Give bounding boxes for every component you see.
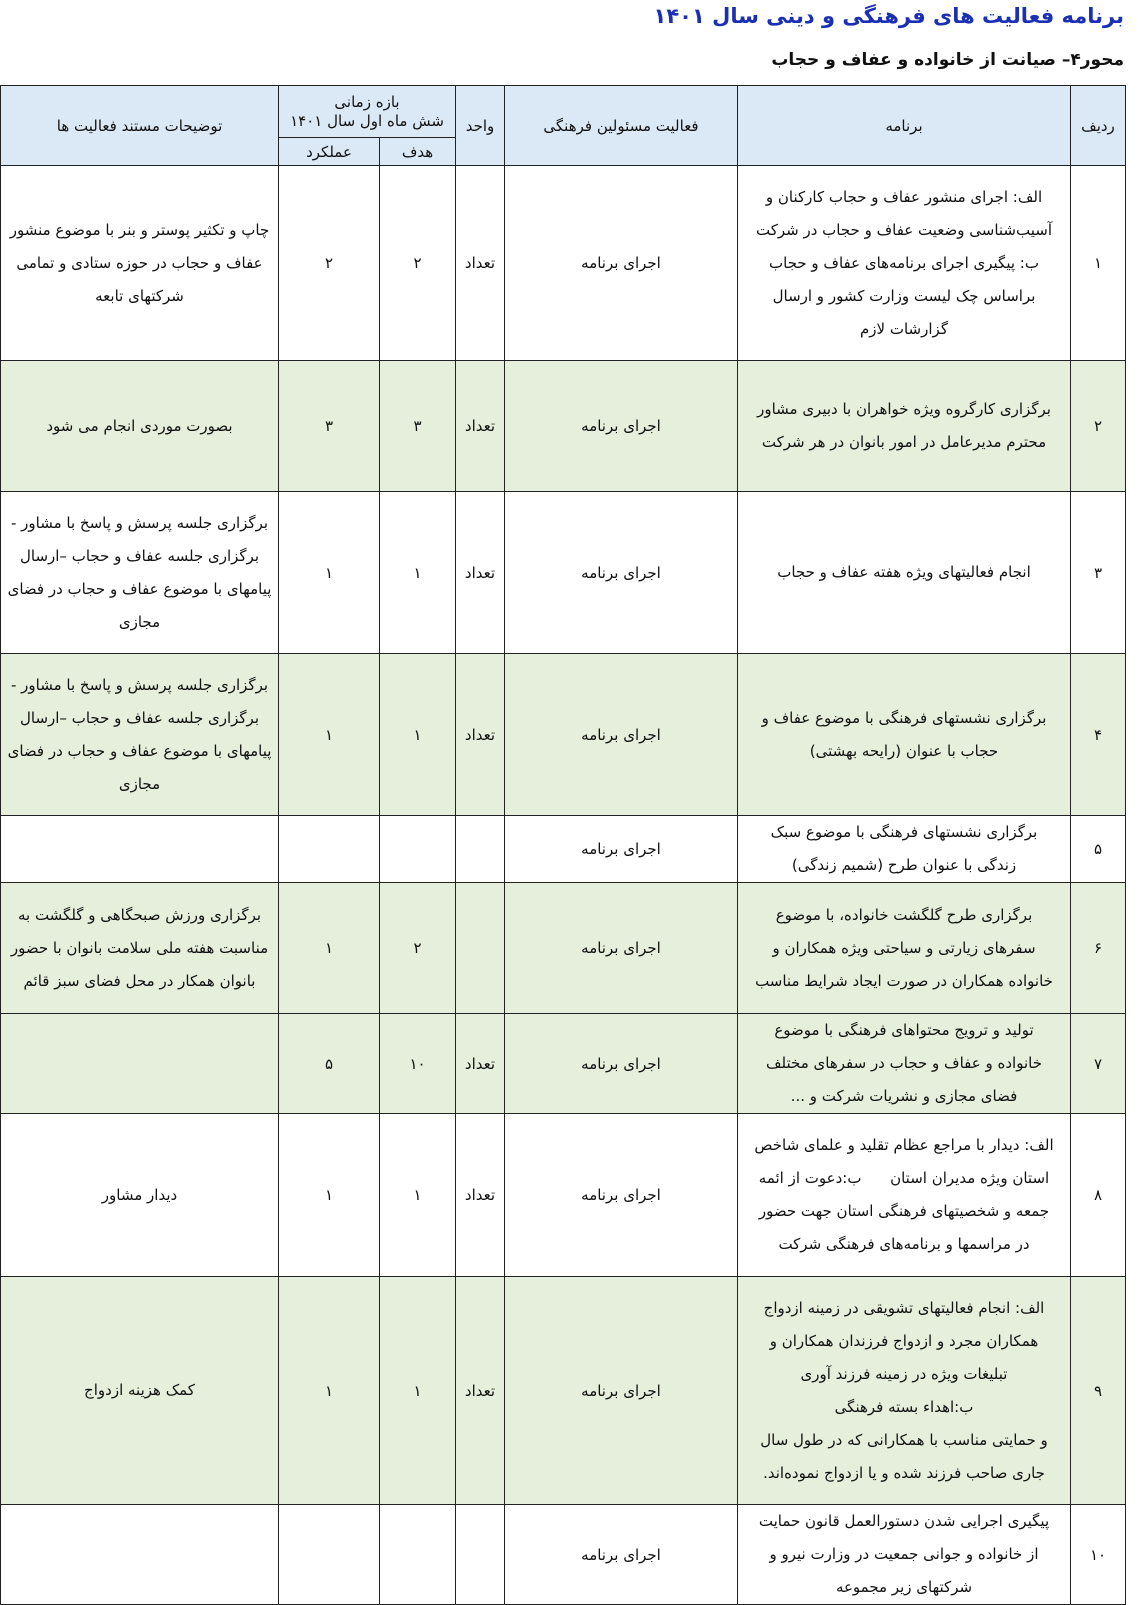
program-line: تولید و ترویج محتواهای فرهنگی با موضوع <box>774 1021 1034 1039</box>
program-line: انجام فعالیتهای ویژه هفته عفاف و حجاب <box>777 563 1031 581</box>
activity-cell: اجرای برنامه <box>505 492 738 654</box>
notes-cell: بصورت موردی انجام می شود <box>1 361 279 492</box>
program-line: پیگیری اجرایی شدن دستورالعمل قانون حمایت <box>758 1512 1050 1530</box>
program-cell <box>738 1014 1071 1114</box>
target-cell: ۲ <box>380 166 456 361</box>
program-line: ب: پیگیری اجرای برنامه‌های عفاف و حجاب <box>769 253 1039 272</box>
program-line: از خانواده و جوانی جمعیت در وزارت نیرو و <box>769 1545 1039 1563</box>
notes-cell <box>1 816 279 883</box>
performance-cell <box>279 1505 380 1605</box>
header-notes: توضیحات مستند فعالیت ها <box>1 86 279 166</box>
program-line: ب:اهداء بسته فرهنگی <box>834 1397 974 1416</box>
program-line: برگزاری کارگروه ویژه خواهران با دبیری مشاور <box>757 400 1051 418</box>
activity-cell: اجرای برنامه <box>505 361 738 492</box>
program-cell <box>738 1277 1071 1505</box>
performance-cell: ۱ <box>279 1114 380 1277</box>
unit-cell: تعداد <box>456 1114 505 1277</box>
row-number: ۱ <box>1071 166 1126 361</box>
program-cell <box>738 492 1071 654</box>
header-activity: فعالیت مسئولین فرهنگی <box>505 86 738 166</box>
target-cell: ۱ <box>380 492 456 654</box>
table-row <box>1 1505 1126 1605</box>
program-line: استان ویژه مدیران استان ب:دعوت از ائمه <box>758 1169 1050 1187</box>
program-line: سفرهای زیارتی و سیاحتی ویژه همکاران و <box>772 938 1036 957</box>
header-target: هدف <box>380 138 456 166</box>
activity-cell: اجرای برنامه <box>505 166 738 361</box>
target-cell: ۱ <box>380 1114 456 1277</box>
activities-table <box>0 85 1126 1605</box>
table-row <box>1 166 1126 361</box>
activity-cell: اجرای برنامه <box>505 654 738 816</box>
performance-cell: ۱ <box>279 883 380 1014</box>
activity-cell: اجرای برنامه <box>505 1014 738 1114</box>
header-program: برنامه <box>738 86 1071 166</box>
table-row <box>1 492 1126 654</box>
table-row <box>1 1014 1126 1114</box>
program-line: محترم مدیرعامل در امور بانوان در هر شرکت <box>761 433 1047 451</box>
target-cell: ۲ <box>380 883 456 1014</box>
program-cell <box>738 1114 1071 1277</box>
program-line: همکاران مجرد و ازدواج فرزندان همکاران و <box>769 1331 1039 1350</box>
activity-cell: اجرای برنامه <box>505 1277 738 1505</box>
program-line: برگزاری نشستهای فرهنگی با موضوع عفاف و <box>761 708 1047 727</box>
activity-cell: اجرای برنامه <box>505 816 738 883</box>
performance-cell: ۳ <box>279 361 380 492</box>
notes-cell: برگزاری جلسه پرسش و پاسخ با مشاور - برگزاری جلسه عفاف و حجاب –ارسال پیامهای با موضوع عفاف و حجاب در فضای مجازی <box>1 492 279 654</box>
unit-cell: تعداد <box>456 492 505 654</box>
program-cell <box>738 166 1071 361</box>
row-number: ۵ <box>1071 816 1126 883</box>
performance-cell: ۲ <box>279 166 380 361</box>
row-number: ۴ <box>1071 654 1126 816</box>
unit-cell: تعداد <box>456 361 505 492</box>
unit-cell <box>456 1505 505 1605</box>
target-cell: ۱ <box>380 654 456 816</box>
row-number: ۱۰ <box>1071 1505 1126 1605</box>
program-cell <box>738 654 1071 816</box>
activity-cell: اجرای برنامه <box>505 1114 738 1277</box>
program-cell <box>738 816 1071 883</box>
notes-cell: کمک هزینه ازدواج <box>1 1277 279 1505</box>
program-line: شرکتهای زیر مجموعه <box>835 1578 973 1596</box>
program-line: الف: انجام فعالیتهای تشویقی در زمینه ازدواج <box>763 1298 1045 1317</box>
table-row <box>1 361 1126 492</box>
program-line: الف: دیدار با مراجع عظام تقلید و علمای شاخص <box>754 1136 1054 1154</box>
page-title: برنامه فعالیت های فرهنگی و دینی سال ۱۴۰۱ <box>653 4 1124 28</box>
program-line: گزارشات لازم <box>860 319 948 338</box>
unit-cell: تعداد <box>456 166 505 361</box>
program-line: خانواده همکاران در صورت ایجاد شرایط مناسب <box>755 971 1053 990</box>
performance-cell: ۱ <box>279 1277 380 1505</box>
program-line: برگزاری طرح گلگشت خانواده، با موضوع <box>775 905 1033 924</box>
unit-cell: تعداد <box>456 654 505 816</box>
table-body <box>1 166 1126 1605</box>
program-line: خانواده و عفاف و حجاب در سفرهای مختلف <box>766 1054 1042 1072</box>
program-cell <box>738 883 1071 1014</box>
row-number: ۲ <box>1071 361 1126 492</box>
program-line: براساس چک لیست وزارت کشور و ارسال <box>772 286 1036 305</box>
unit-cell <box>456 883 505 1014</box>
notes-cell <box>1 1505 279 1605</box>
notes-cell: دیدار مشاور <box>1 1114 279 1277</box>
notes-cell: برگزاری ورزش صبحگاهی و گلگشت به مناسبت هفته ملی سلامت بانوان با حضور بانوان همکار در محل فضای سبز قائم <box>1 883 279 1014</box>
target-cell: ۳ <box>380 361 456 492</box>
program-line: و حمایتی مناسب با همکارانی که در طول سال <box>760 1430 1048 1449</box>
target-cell: ۱ <box>380 1277 456 1505</box>
unit-cell <box>456 816 505 883</box>
activity-cell: اجرای برنامه <box>505 1505 738 1605</box>
performance-cell: ۱ <box>279 654 380 816</box>
target-cell <box>380 1505 456 1605</box>
table-row <box>1 883 1126 1014</box>
program-line: فضای مجازی و نشریات شرکت و ... <box>790 1087 1018 1105</box>
row-number: ۸ <box>1071 1114 1126 1277</box>
notes-cell: برگزاری جلسه پرسش و پاسخ با مشاور - برگزاری جلسه عفاف و حجاب –ارسال پیامهای با موضوع عفاف و حجاب در فضای مجازی <box>1 654 279 816</box>
row-number: ۹ <box>1071 1277 1126 1505</box>
performance-cell: ۵ <box>279 1014 380 1114</box>
target-cell: ۱۰ <box>380 1014 456 1114</box>
header-performance: عملکرد <box>279 138 380 166</box>
notes-cell: چاپ و تکثیر پوستر و بنر با موضوع منشور عفاف و حجاب در حوزه ستادی و تمامی شرکتهای تابعه <box>1 166 279 361</box>
program-line: زندگی با عنوان طرح (شمیم زندگی) <box>791 856 1017 874</box>
header-unit: واحد <box>456 86 505 166</box>
program-line: برگزاری نشستهای فرهنگی با موضوع سبک <box>770 823 1038 841</box>
program-cell <box>738 1505 1071 1605</box>
table-row <box>1 654 1126 816</box>
unit-cell: تعداد <box>456 1277 505 1505</box>
notes-cell <box>1 1014 279 1114</box>
performance-cell: ۱ <box>279 492 380 654</box>
program-line: جاری صاحب فرزند شده و یا ازدواج نموده‌اند. <box>763 1463 1045 1482</box>
row-number: ۳ <box>1071 492 1126 654</box>
row-number: ۶ <box>1071 883 1126 1014</box>
program-line: در مراسمها و برنامه‌های فرهنگی شرکت <box>778 1235 1030 1253</box>
header-period-label: بازه زمانی <box>334 92 400 111</box>
program-line: آسیب‌شناسی وضعیت عفاف و حجاب در شرکت <box>755 220 1052 239</box>
header-period <box>279 86 456 138</box>
section-title: محور۴– صیانت از خانواده و عفاف و حجاب <box>771 50 1124 70</box>
activity-cell: اجرای برنامه <box>505 883 738 1014</box>
program-line: جمعه و شخصیتهای فرهنگی استان جهت حضور <box>758 1202 1050 1220</box>
target-cell <box>380 816 456 883</box>
performance-cell <box>279 816 380 883</box>
program-cell <box>738 361 1071 492</box>
unit-cell: تعداد <box>456 1014 505 1114</box>
header-row-no: ردیف <box>1071 86 1126 166</box>
program-line: الف: اجرای منشور عفاف و حجاب کارکنان و <box>765 187 1043 206</box>
table-row <box>1 1114 1126 1277</box>
table-row <box>1 1277 1126 1505</box>
header-period-sub: شش ماه اول سال ۱۴۰۱ <box>290 111 444 130</box>
program-line: حجاب با عنوان (رایحه بهشتی) <box>809 741 999 760</box>
table-row <box>1 816 1126 883</box>
program-line: تبلیغات ویژه در زمینه فرزند آوری <box>800 1364 1008 1383</box>
row-number: ۷ <box>1071 1014 1126 1114</box>
